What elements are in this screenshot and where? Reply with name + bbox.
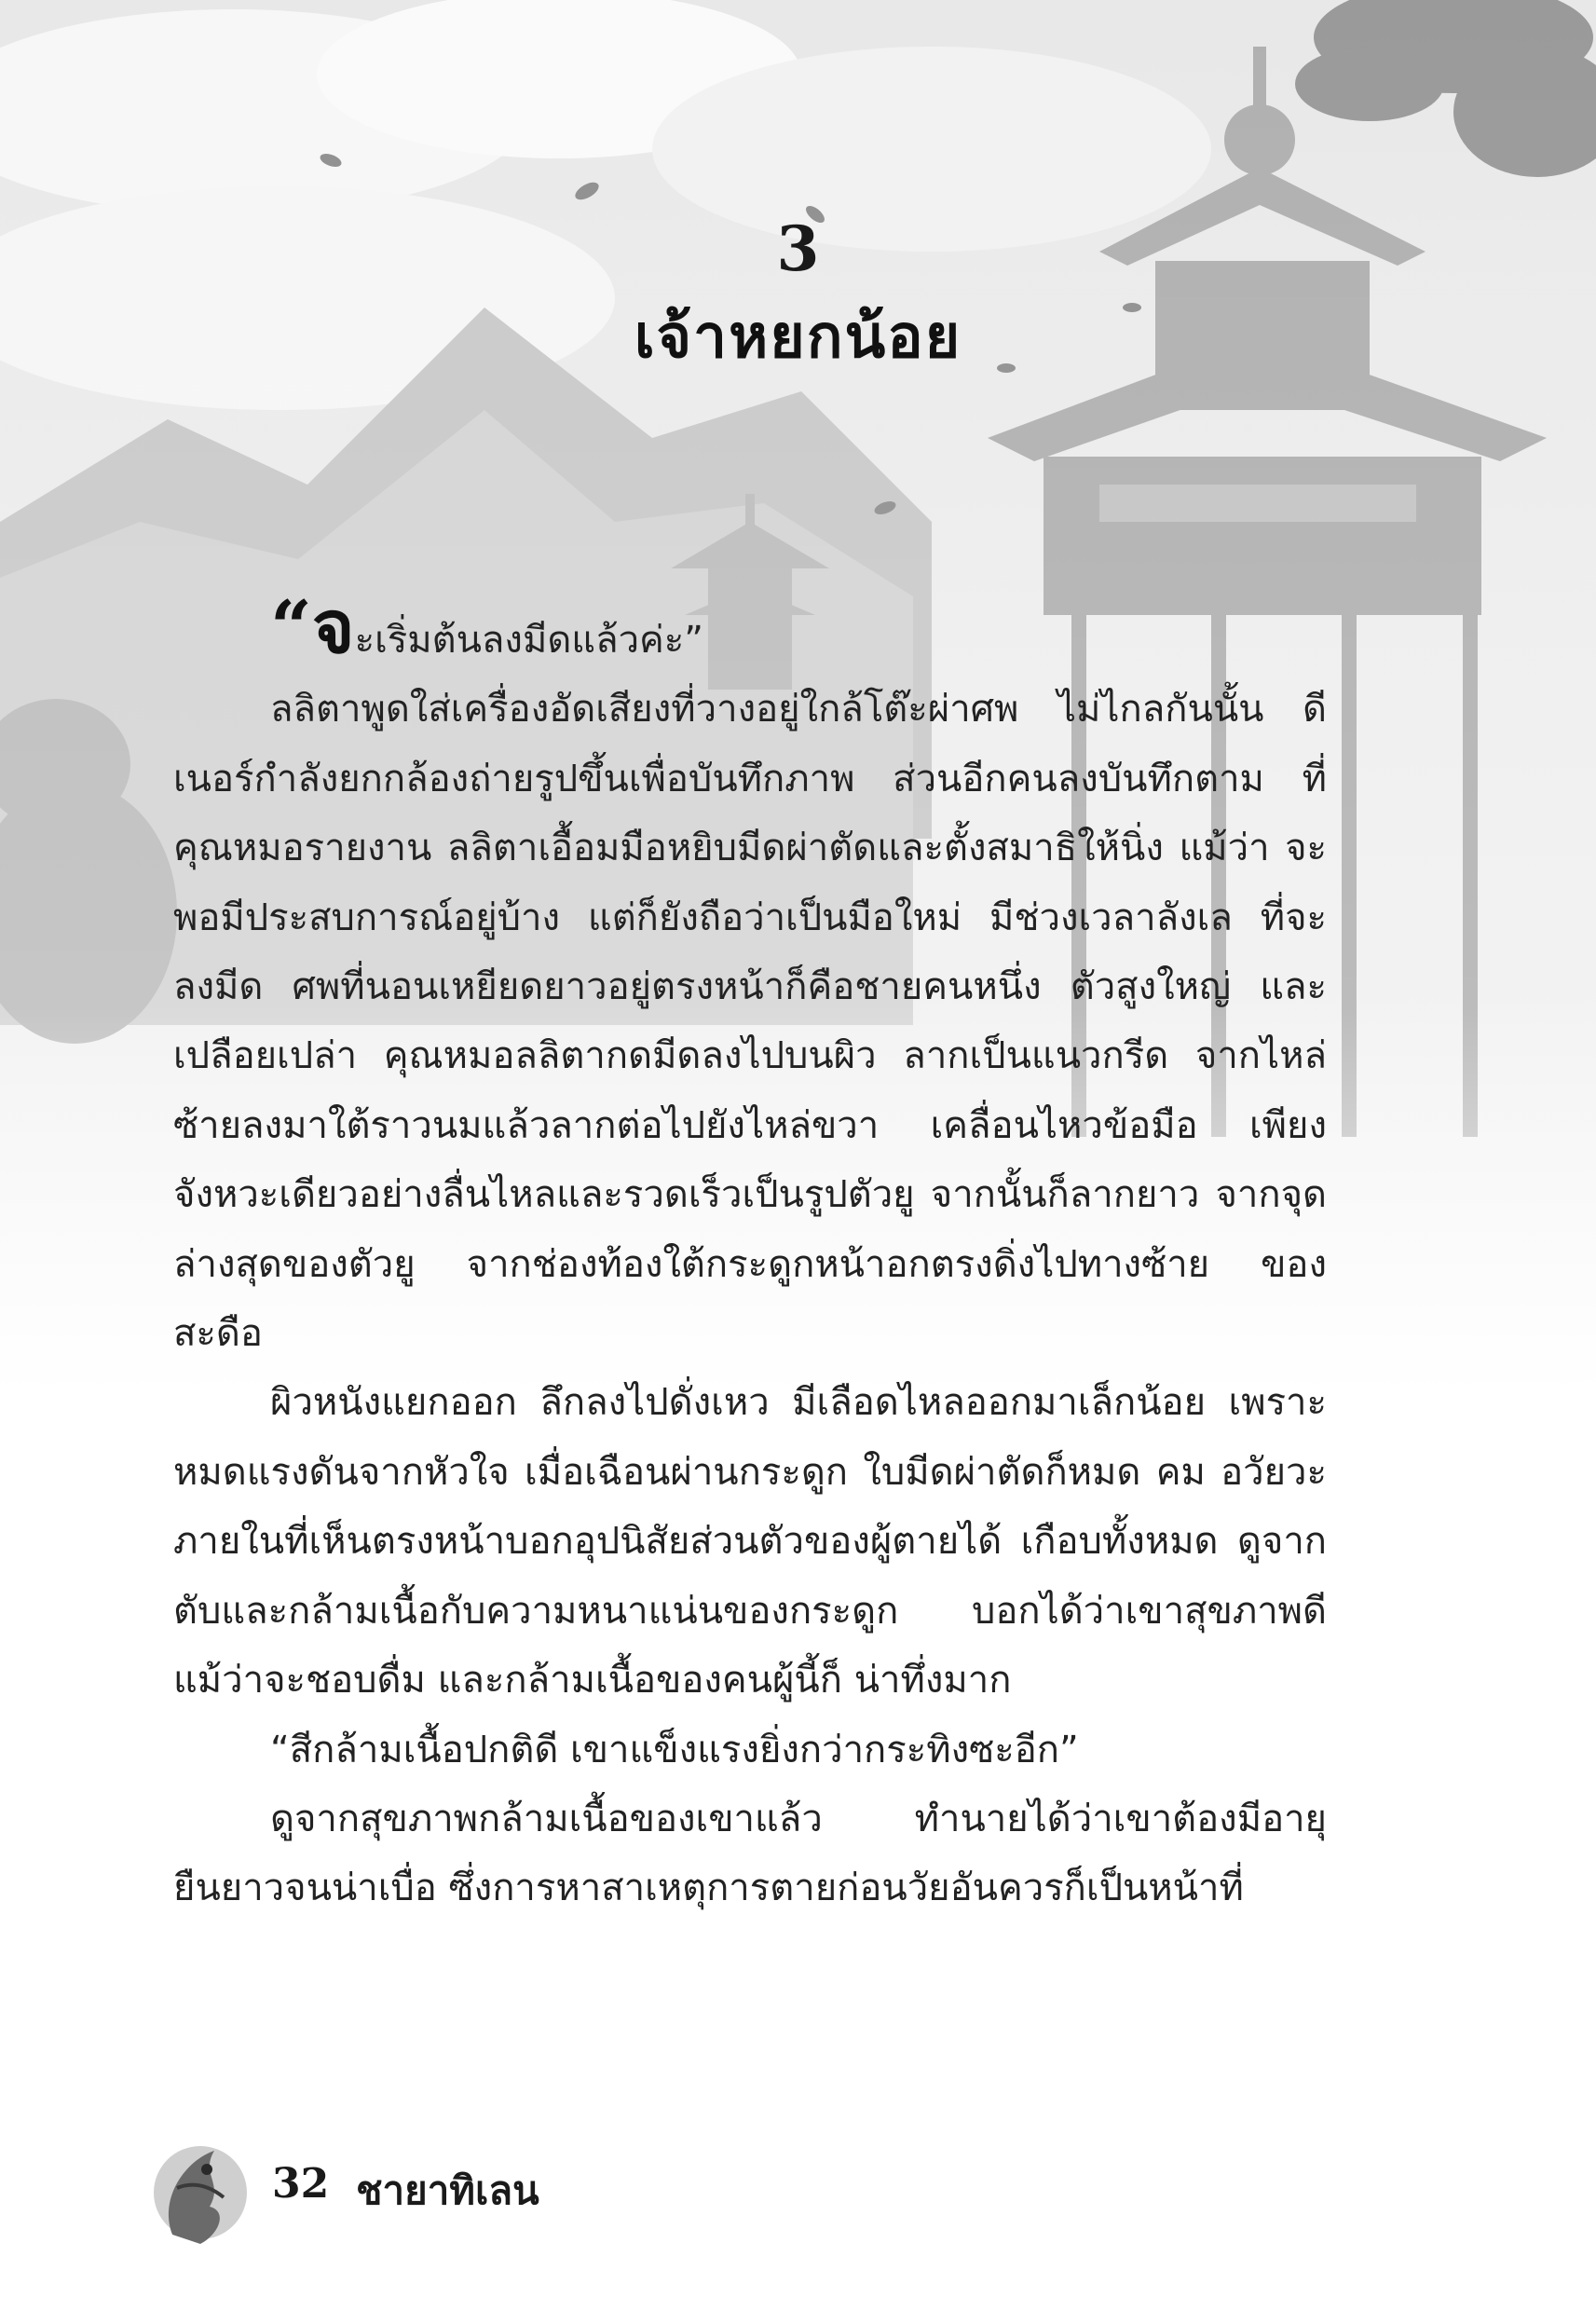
opening-line-text: ะเริ่มต้นลงมีดแล้วค่ะ” xyxy=(354,619,704,662)
opening-line xyxy=(173,585,1327,675)
dragon-ornament-icon xyxy=(149,2132,252,2253)
body-text xyxy=(173,585,1327,1923)
paragraph: ผิวหนังแยกออก ลึกลงไปดั่งเหว มีเลือดไหลออกมาเล็กน้อย เพราะหมดแรงดันจากหัวใจ เมื่อเฉือนผ่านกระดูก ใบมีดผ่าตัดก็หมด คม อวัยวะภายในที่เห็นตรงหน้าบอกอุปนิสัยส่วนตัวของผู้ตายได้ เกือบทั้งหมด ดูจากตับและกล้ามเนื้อกับความหนาแน่นของกระดูก บอกได้ว่าเขาสุขภาพดีแม้ว่าจะชอบดื่ม และกล้ามเนื้อของคนผู้นี้ก็ น่าทึ่งมาก xyxy=(173,1381,1327,1702)
page-footer xyxy=(149,2132,801,2253)
drop-cap: “จ xyxy=(270,585,355,670)
page-number: 32 xyxy=(272,2160,330,2208)
chapter-number: 3 xyxy=(776,212,820,285)
paragraph: ดูจากสุขภาพกล้ามเนื้อของเขาแล้ว ทำนายได้ว่าเขาต้องมีอายุ ยืนยาวจนน่าเบื่อ ซึ่งการหาสาเหตุการตายก่อนวัยอันควรก็เป็นหน้าที่ xyxy=(173,1797,1327,1910)
chapter-title: เจ้าหยกน้อย xyxy=(634,302,962,372)
paragraph: “สีกล้ามเนื้อปกติดี เขาแข็งแรงยิ่งกว่ากระทิงซะอีก” xyxy=(270,1728,1079,1771)
book-title: ชายาทิเลน xyxy=(356,2167,539,2213)
paragraph: ลลิตาพูดใส่เครื่องอัดเสียงที่วางอยู่ใกล้โต๊ะผ่าศพ ไม่ไกลกันนั้น ดีเนอร์กำลังยกกล้องถ่ายรูปขึ้นเพื่อบันทึกภาพ ส่วนอีกคนลงบันทึกตาม ที่คุณหมอรายงาน ลลิตาเอื้อมมือหยิบมีดผ่าตัดและตั้งสมาธิให้นิ่ง แม้ว่า จะพอมีประสบการณ์อยู่บ้าง แต่ก็ยังถือว่าเป็นมือใหม่ มีช่วงเวลาลังเล ที่จะลงมีด ศพที่นอนเหยียดยาวอยู่ตรงหน้าก็คือชายคนหนึ่ง ตัวสูงใหญ่ และเปลือยเปล่า คุณหมอลลิตากดมีดลงไปบนผิว ลากเป็นแนวกรีด จากไหล่ซ้ายลงมาใต้ราวนมแล้วลากต่อไปยังไหล่ขวา เคลื่อนไหวข้อมือ เพียงจังหวะเดียวอย่างลื่นไหลและรวดเร็วเป็นรูปตัวยู จากนั้นก็ลากยาว จากจุดล่างสุดของตัวยู จากช่องท้องใต้กระดูกหน้าอกตรงดิ่งไปทางซ้าย ของสะดือ xyxy=(173,688,1327,1356)
